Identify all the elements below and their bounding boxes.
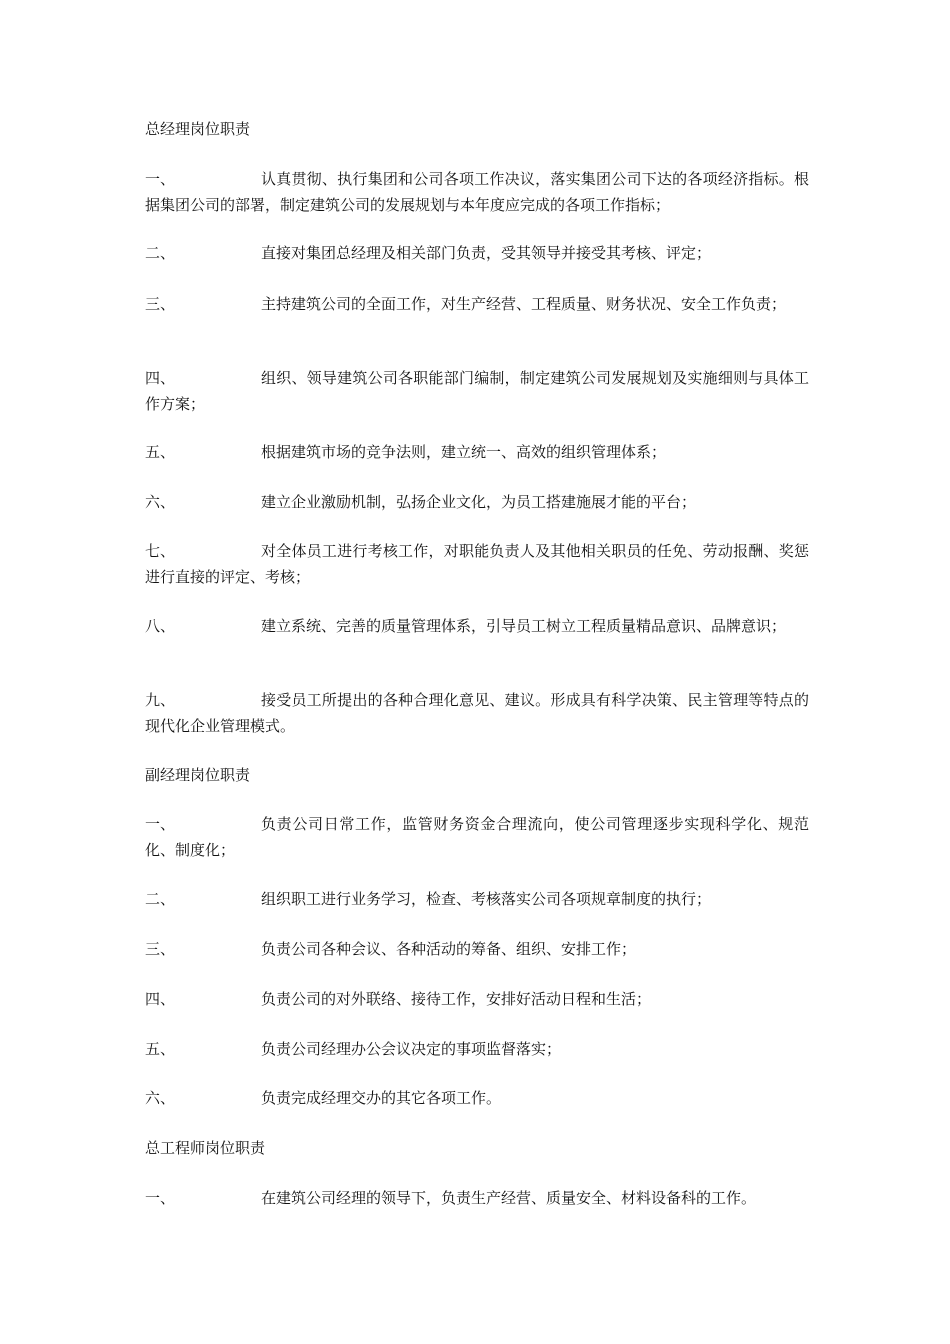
item-text: 组织职工进行业务学习，检查、考核落实公司各项规章制度的执行； [261, 890, 712, 908]
item-number: 一、 [145, 1189, 176, 1207]
section-title-chief-engineer: 总工程师岗位职责 [145, 1139, 266, 1157]
duty-item [145, 886, 809, 912]
item-text: 负责完成经理交办的其它各项工作。 [261, 1089, 502, 1107]
section-title-general-manager: 总经理岗位职责 [145, 120, 251, 138]
duty-item [145, 986, 809, 1012]
item-number: 二、 [145, 244, 176, 262]
item-number: 七、 [145, 542, 176, 560]
item-text: 负责公司的对外联络、接待工作，安排好活动日程和生活； [261, 990, 652, 1008]
item-text: 负责公司经理办公会议决定的事项监督落实； [261, 1040, 562, 1058]
duty-item [145, 811, 809, 863]
item-number: 九、 [145, 691, 176, 709]
duty-item [145, 1036, 809, 1062]
duty-item [145, 687, 809, 739]
item-number: 五、 [145, 443, 176, 461]
duty-item [145, 439, 809, 465]
item-text: 负责公司各种会议、各种活动的筹备、组织、安排工作； [261, 940, 637, 958]
duty-item [145, 936, 809, 962]
item-number: 八、 [145, 617, 176, 635]
duty-item [145, 1185, 809, 1211]
duty-item [145, 365, 809, 417]
item-number: 四、 [145, 990, 176, 1008]
item-text: 认真贯彻、执行集团和公司各项工作决议，落实集团公司下达的各项经济指标。根据集团公司的部署，制定建筑公司的发展规划与本年度应完成的各项工作指标； [145, 170, 809, 214]
duty-item [145, 613, 809, 639]
item-text: 接受员工所提出的各种合理化意见、建议。形成具有科学决策、民主管理等特点的现代化企业管理模式。 [145, 691, 809, 735]
item-text: 根据建筑市场的竞争法则，建立统一、高效的组织管理体系； [261, 443, 667, 461]
item-text: 主持建筑公司的全面工作，对生产经营、工程质量、财务状况、安全工作负责； [261, 295, 787, 313]
item-number: 五、 [145, 1040, 176, 1058]
item-text: 建立系统、完善的质量管理体系，引导员工树立工程质量精品意识、品牌意识； [261, 617, 787, 635]
item-number: 三、 [145, 940, 176, 958]
item-text: 对全体员工进行考核工作，对职能负责人及其他相关职员的任免、劳动报酬、奖惩进行直接的评定、考核； [145, 542, 809, 586]
item-number: 六、 [145, 1089, 176, 1107]
item-text: 负责公司日常工作，监管财务资金合理流向，使公司管理逐步实现科学化、规范化、制度化； [145, 815, 809, 859]
item-number: 六、 [145, 493, 176, 511]
duty-item [145, 1085, 809, 1111]
duty-item [145, 489, 809, 515]
item-number: 一、 [145, 170, 176, 188]
item-text: 在建筑公司经理的领导下，负责生产经营、质量安全、材料设备科的工作。 [261, 1189, 757, 1207]
item-number: 四、 [145, 369, 176, 387]
item-text: 直接对集团总经理及相关部门负责，受其领导并接受其考核、评定； [261, 244, 712, 262]
item-text: 组织、领导建筑公司各职能部门编制，制定建筑公司发展规划及实施细则与具体工作方案； [145, 369, 809, 413]
section-title-deputy-manager: 副经理岗位职责 [145, 766, 251, 784]
duty-item [145, 240, 809, 266]
item-text: 建立企业激励机制，弘扬企业文化，为员工搭建施展才能的平台； [261, 493, 697, 511]
duty-item [145, 166, 809, 218]
item-number: 一、 [145, 815, 176, 833]
duty-item [145, 538, 809, 590]
item-number: 二、 [145, 890, 176, 908]
item-number: 三、 [145, 295, 176, 313]
duty-item [145, 291, 809, 317]
